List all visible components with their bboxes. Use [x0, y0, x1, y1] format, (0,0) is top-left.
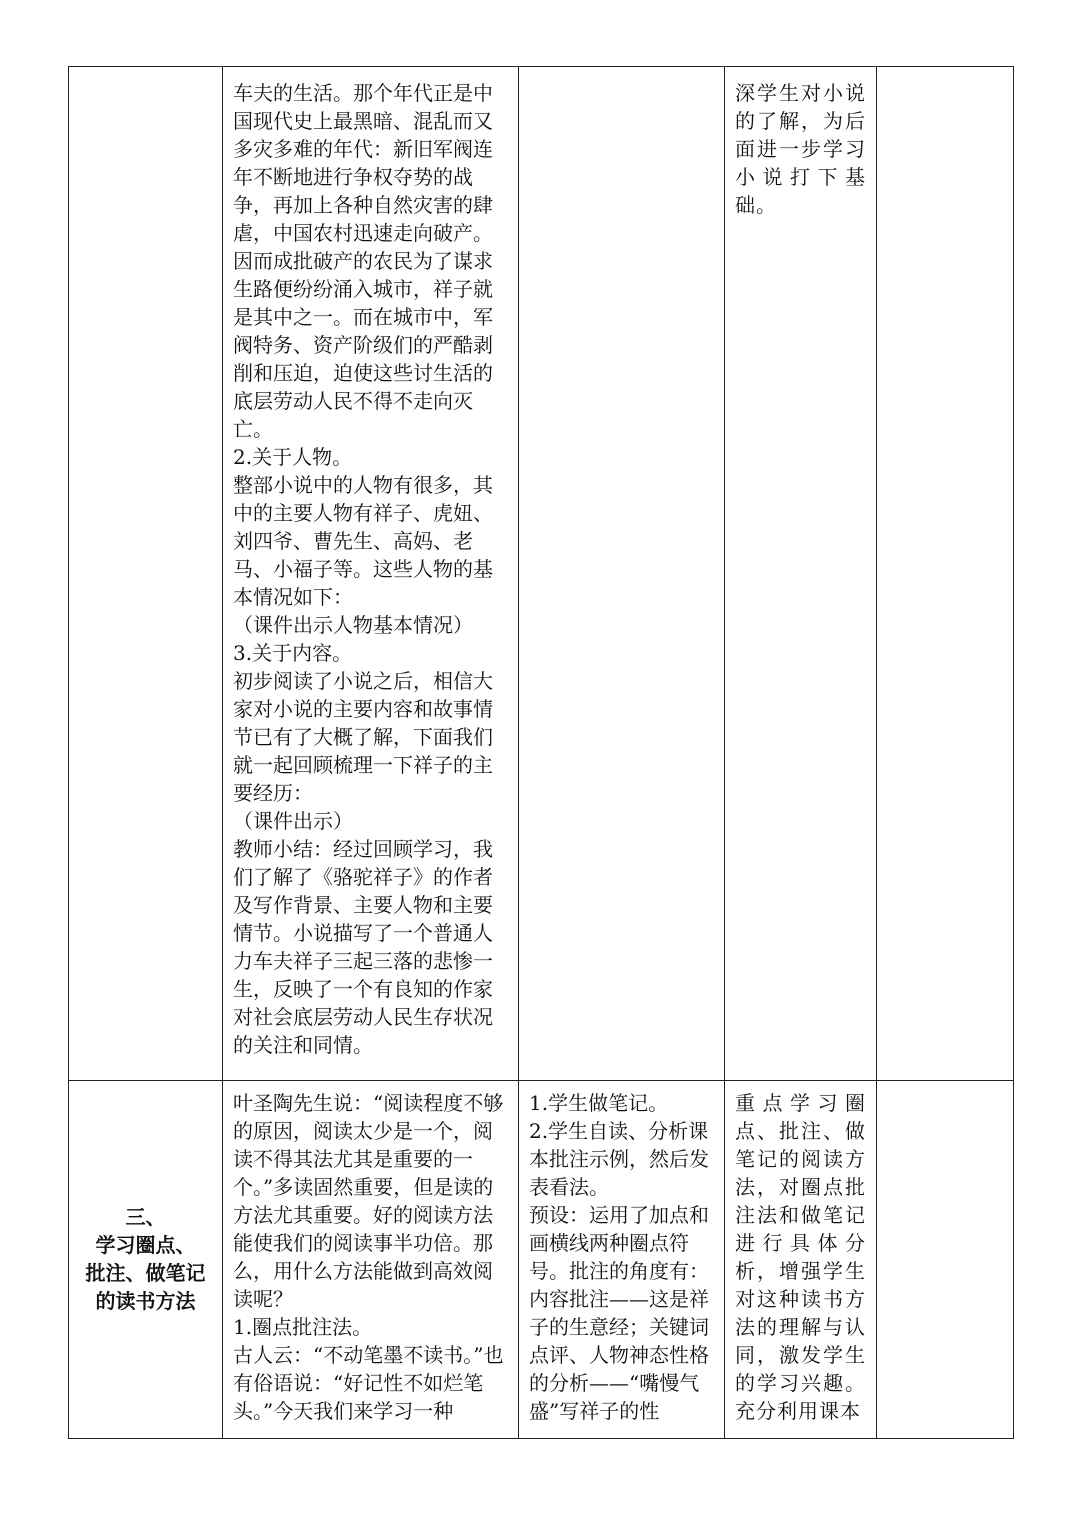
stage-number: 三、 [125, 1204, 166, 1229]
stage-cell [69, 1081, 223, 1439]
teacher-activity-cell [223, 1081, 519, 1439]
paragraph: （课件出示） [233, 809, 353, 833]
lesson-plan-table [68, 66, 1014, 1439]
paragraph: 1.圈点批注法。 [233, 1315, 373, 1339]
paragraph: 1.学生做笔记。 [529, 1091, 669, 1115]
paragraph: 教师小结：经过回顾学习，我们了解了《骆驼祥子》的作者及写作背景、主要人物和主要情节。小说描写了一个普通人力车夫祥子三起三落的悲惨一生，反映了一个有良知的作家对社会底层劳动人民生存状况的关注和同情。 [233, 837, 493, 1057]
table-row [69, 67, 1014, 1081]
note-cell [877, 67, 1014, 1081]
paragraph: 古人云：“不动笔墨不读书。”也有俗语说：“好记性不如烂笔头。”今天我们来学习一种 [233, 1343, 504, 1423]
paragraph: 2.学生自读、分析课本批注示例，然后发表看法。 [529, 1119, 709, 1199]
paragraph: 深学生对小说的了解，为后面进一步学习小说打下基础。 [735, 81, 866, 217]
teacher-activity-cell [223, 67, 519, 1081]
design-intent-cell [725, 1081, 877, 1439]
paragraph: 预设：运用了加点和画横线两种圈点符号。批注的角度有：内容批注——这是祥子的生意经；关键词点评、人物神态性格的分析——“嘴慢气盛”写祥子的性 [529, 1203, 709, 1423]
paragraph: 2.关于人物。 [233, 445, 353, 469]
student-activity-cell [519, 67, 725, 1081]
paragraph: 重点学习圈点、批注、做笔记的阅读方法，对圈点批注法和做笔记进行具体分析，增强学生对这种读书方法的理解与认同，激发学生的学习兴趣。充分利用课本 [735, 1091, 866, 1423]
paragraph: 3.关于内容。 [233, 641, 353, 665]
stage-title-line: 学习圈点、 [95, 1232, 196, 1257]
note-cell [877, 1081, 1014, 1439]
paragraph: 初步阅读了小说之后，相信大家对小说的主要内容和故事情节已有了大概了解，下面我们就一起回顾梳理一下祥子的主要经历： [233, 669, 493, 805]
design-intent-cell [725, 67, 877, 1081]
stage-title-line: 的读书方法 [95, 1288, 196, 1313]
paragraph: （课件出示人物基本情况） [233, 613, 473, 637]
student-activity-cell [519, 1081, 725, 1439]
paragraph: 整部小说中的人物有很多，其中的主要人物有祥子、虎妞、刘四爷、曹先生、高妈、老马、小福子等。这些人物的基本情况如下： [233, 473, 493, 609]
paragraph: 车夫的生活。那个年代正是中国现代史上最黑暗、混乱而又多灾多难的年代：新旧军阀连年不断地进行争权夺势的战争，再加上各种自然灾害的肆虐，中国农村迅速走向破产。因而成批破产的农民为了谋求生路便纷纷涌入城市，祥子就是其中之一。而在城市中，军阀特务、资产阶级们的严酷剥削和压迫，迫使这些讨生活的底层劳动人民不得不走向灭亡。 [233, 81, 493, 441]
table-row [69, 1081, 1014, 1439]
stage-title-line: 批注、做笔记 [85, 1260, 206, 1285]
paragraph: 叶圣陶先生说：“阅读程度不够的原因，阅读太少是一个，阅读不得其法尤其是重要的一个。”多读固然重要，但是读的方法尤其重要。好的阅读方法能使我们的阅读事半功倍。那么，用什么方法能做到高效阅读呢？ [233, 1091, 504, 1311]
stage-cell [69, 67, 223, 1081]
